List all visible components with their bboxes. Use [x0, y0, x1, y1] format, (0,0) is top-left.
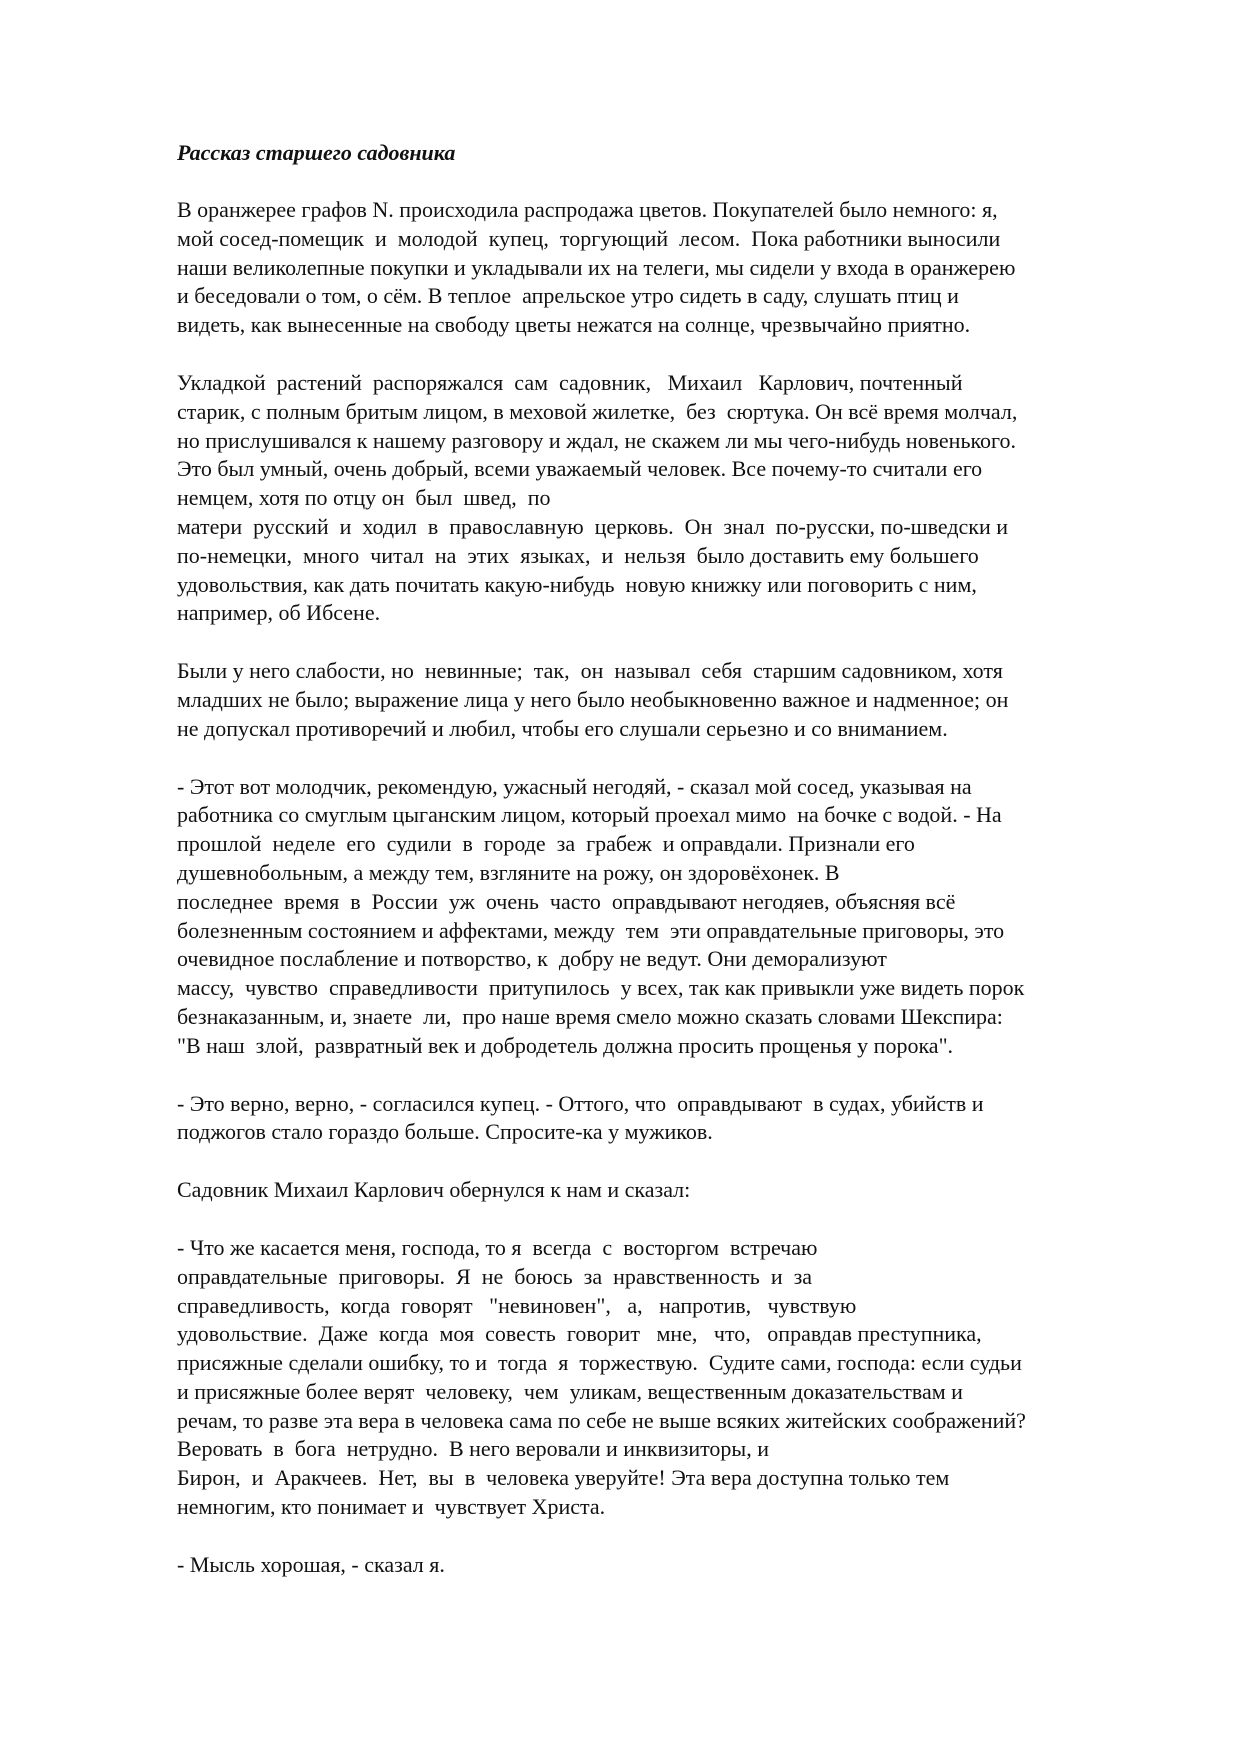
story-title: Рассказ старшего садовника — [177, 140, 456, 165]
text-line: душевнобольным, а между тем, взгляните на рожу, он здоровёхонек. В — [177, 859, 840, 885]
text-line: удовольствия, как дать почитать какую-нибудь новую книжку или поговорить с ним, — [177, 571, 977, 597]
text-line: массу, чувство справедливости притупилось у всех, так как привыкли уже видеть порок — [177, 975, 1025, 1001]
text-line: "В наш злой, развратный век и добродетель должна просить прощенья у порока". — [177, 1032, 954, 1058]
text-line: присяжные сделали ошибку, то и тогда я торжествую. Судите сами, господа: если судьи — [177, 1350, 1022, 1376]
story-body — [177, 196, 1167, 1580]
text-line: В оранжерее графов N. происходила распродажа цветов. Покупателей было немного: я, — [177, 197, 998, 222]
text-line: - Мысль хорошая, - сказал я. — [177, 1551, 445, 1577]
text-line: удовольствие. Даже когда моя совесть говорит мне, что, оправдав преступника, — [177, 1321, 982, 1347]
paragraph — [177, 369, 1167, 628]
text-line: Веровать в бога нетрудно. В него веровали и инквизиторы, и — [177, 1436, 769, 1462]
text-line: поджогов стало гораздо больше. Спросите-ка у мужиков. — [177, 1119, 713, 1145]
text-line: но прислушивался к нашему разговору и ждал, не скажем ли мы чего-нибудь новенького. — [177, 427, 1017, 453]
text-line: мой сосед-помещик и молодой купец, торгующий лесом. Пока работники выносили — [177, 225, 1001, 251]
text-line: очевидное послабление и потворство, к добру не ведут. Они деморализуют — [177, 946, 887, 972]
text-line: болезненным состоянием и аффектами, между тем эти оправдательные приговоры, это — [177, 917, 1005, 943]
text-line: Это был умный, очень добрый, всеми уважаемый человек. Все почему-то считали его — [177, 456, 983, 482]
text-line: немцем, хотя по отцу он был швед, по — [177, 485, 551, 511]
text-line: - Этот вот молодчик, рекомендую, ужасный негодяй, - сказал мой сосед, указывая на — [177, 773, 972, 799]
text-line: например, об Ибсене. — [177, 600, 381, 626]
text-line: по-немецки, много читал на этих языках, и нельзя было доставить ему большего — [177, 542, 979, 568]
text-line: Укладкой растений распоряжался сам садовник, Михаил Карлович, почтенный — [177, 369, 963, 395]
text-line: не допускал противоречий и любил, чтобы его слушали серьезно и со вниманием. — [177, 715, 948, 741]
text-line: Садовник Михаил Карлович обернулся к нам и сказал: — [177, 1177, 691, 1203]
text-line: речам, то разве эта вера в человека сама по себе не выше всяких житейских соображений? — [177, 1407, 1026, 1433]
text-line: наши великолепные покупки и укладывали их на телеги, мы сидели у входа в оранжерею — [177, 254, 1016, 280]
text-line: матери русский и ходил в православную церковь. Он знал по-русски, по-шведски и — [177, 513, 1009, 539]
text-line: прошлой неделе его судили в городе за грабеж и оправдали. Признали его — [177, 831, 915, 857]
paragraph — [177, 1090, 1167, 1148]
text-line: - Это верно, верно, - согласился купец. - Оттого, что оправдывают в судах, убийств и — [177, 1090, 984, 1116]
document-page — [177, 139, 1167, 1609]
text-line: Были у него слабости, но невинные; так, он называл себя старшим садовником, хотя — [177, 658, 1003, 684]
text-line: безнаказанным, и, знаете ли, про наше время смело можно сказать словами Шекспира: — [177, 1003, 1003, 1029]
text-line: - Что же касается меня, господа, то я всегда с восторгом встречаю — [177, 1234, 818, 1260]
text-line: немногим, кто понимает и чувствует Христа. — [177, 1494, 606, 1520]
text-line: старик, с полным бритым лицом, в меховой жилетке, без сюртука. Он всё время молчал, — [177, 398, 1018, 424]
text-line: последнее время в России уж очень часто оправдывают негодяев, объясняя всё — [177, 888, 956, 914]
text-line: и присяжные более верят человеку, чем уликам, вещественным доказательствам и — [177, 1378, 963, 1404]
paragraph — [177, 657, 1167, 743]
paragraph — [177, 1176, 1167, 1205]
paragraph — [177, 1551, 1167, 1580]
paragraph — [177, 1234, 1167, 1522]
paragraph — [177, 773, 1167, 1061]
text-line: младших не было; выражение лица у него было необыкновенно важное и надменное; он — [177, 686, 1009, 712]
text-line: Бирон, и Аракчеев. Нет, вы в человека уверуйте! Эта вера доступна только тем — [177, 1465, 950, 1491]
paragraph — [177, 196, 1167, 340]
text-line: и беседовали о том, о сём. В теплое апрельское утро сидеть в саду, слушать птиц и — [177, 283, 959, 309]
text-line: работника со смуглым цыганским лицом, который проехал мимо на бочке с водой. - На — [177, 802, 1002, 828]
text-line: видеть, как вынесенные на свободу цветы нежатся на солнце, чрезвычайно приятно. — [177, 312, 971, 338]
text-line: справедливость, когда говорят "невиновен", а, напротив, чувствую — [177, 1292, 857, 1318]
text-line: оправдательные приговоры. Я не боюсь за нравственность и за — [177, 1263, 813, 1289]
